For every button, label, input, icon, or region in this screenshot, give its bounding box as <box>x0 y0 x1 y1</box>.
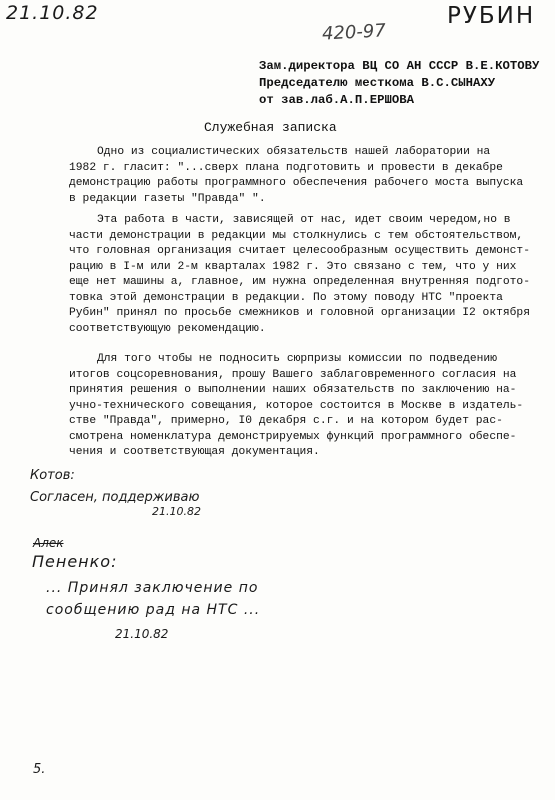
resolution-date: 21.10.82 <box>115 627 169 641</box>
paragraph-line: демонстрацию работы программного обеспечения рабочего моста выпуска <box>69 177 524 189</box>
resolution-author: Котов: <box>30 468 75 483</box>
registration-number: 420-97 <box>321 20 387 45</box>
struck-out-word: Алек <box>33 536 64 550</box>
memo-paragraph <box>69 213 544 337</box>
paragraph-line: товка этой демонстрации в редакции. По этому поводу НТС "проекта <box>69 291 503 304</box>
memo-paragraph <box>69 145 544 207</box>
paragraph-line: Рубин" принял по просьбе смежников и головной организации I2 октября <box>69 307 530 319</box>
paragraph-line: части демонстрации в редакции мы столкнулись с тем обстоятельством, <box>69 229 524 242</box>
addressee-line: Председателю месткома В.С.СЫНАХУ <box>259 76 496 90</box>
paragraph-line: рацию в I-м или 2-м кварталах 1982 г. Это связано с тем, что у них <box>69 260 517 273</box>
resolution-text: ... Принял заключение по <box>46 580 259 596</box>
paragraph-line: Для того чтобы не подносить сюрпризы комиссии по подведению <box>97 353 497 365</box>
paragraph-line: итогов соцсоревнования, прошу Вашего заблаговременного согласия на <box>69 368 517 381</box>
memo-paragraph <box>69 352 544 461</box>
paragraph-line: учно-технического совещания, которое состоится в Москве в издатель- <box>69 399 524 412</box>
resolution-text: Согласен, поддерживаю <box>30 490 200 505</box>
resolution-author: Пененко: <box>32 552 118 571</box>
paragraph-line: чения и соответствующая документация. <box>69 446 320 458</box>
handwritten-project-name: РУБИН <box>447 3 536 29</box>
paragraph-line: в редакции газеты "Правда" ". <box>69 192 266 205</box>
margin-note: 5. <box>33 762 46 777</box>
paragraph-line: еще нет машины а, главное, им нужна определенная внутренняя подгото- <box>69 276 530 288</box>
sender-line: от зав.лаб.А.П.ЕРШОВА <box>259 93 414 107</box>
paragraph-line: 1982 г. гласит: "...сверх плана подготовить и провести в декабре <box>69 161 503 174</box>
resolution-text: сообщению рад на НТС ... <box>46 602 261 618</box>
addressee-line: Зам.директора ВЦ СО АН СССР В.Е.КОТОВУ <box>259 59 540 73</box>
paragraph-line: стве "Правда", примерно, I0 декабря с.г. и на котором будет рас- <box>69 415 503 427</box>
memo-title: Служебная записка <box>204 120 337 135</box>
paragraph-line: что головная организация считает целесообразным осуществить демонст- <box>69 245 530 257</box>
paragraph-line: Эта работа в части, зависящей от нас, идет своим чередом,но в <box>97 214 511 226</box>
resolution-date: 21.10.82 <box>152 505 201 518</box>
paragraph-line: соответствующую рекомендацию. <box>69 322 266 335</box>
paragraph-line: Одно из социалистических обязательств нашей лаборатории на <box>97 146 491 158</box>
handwritten-date: 21.10.82 <box>6 2 99 24</box>
paragraph-line: смотрена номенклатура демонстрируемых функций программного обеспе- <box>69 430 517 443</box>
paragraph-line: принятия решения о выполнении наших обязательств по заключению на- <box>69 384 517 396</box>
